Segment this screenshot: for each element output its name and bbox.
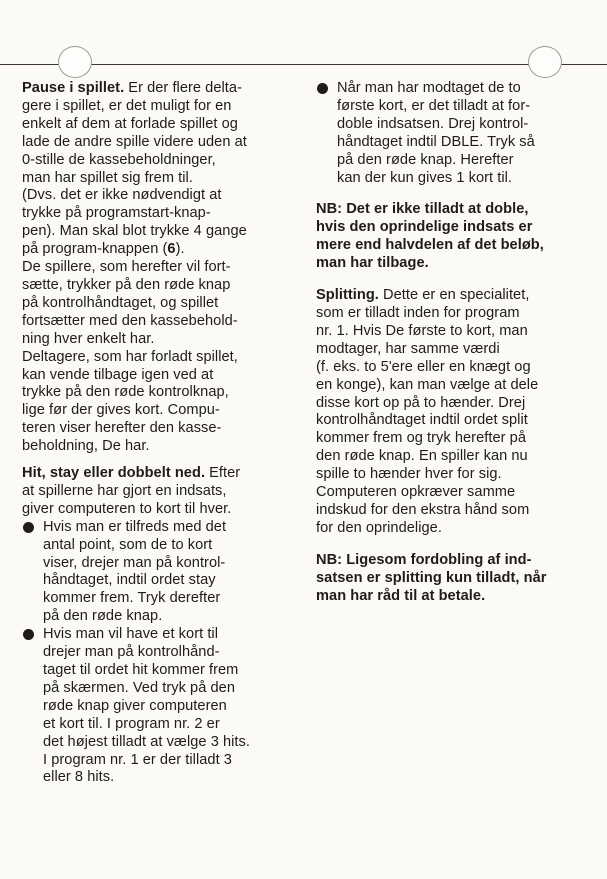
nb-split-note: NB: Ligesom fordobling af ind- satsen er splitting kun tilladt, når man har råd til at betale. xyxy=(316,551,547,604)
list-item xyxy=(316,80,584,187)
list-item xyxy=(22,626,304,787)
right-column xyxy=(316,80,584,605)
bullet-stay-text: Hvis man er tilfreds med det antal point, som de to kort viser, drejer man på kontrol- håndtaget, indtil ordet stay kommer frem. Tryk derefter på den røde knap. xyxy=(43,518,227,625)
bullet-hit-text: Hvis man vil have et kort til drejer man på kontrolhånd- taget til ordet hit kommer frem på skærmen. Ved tryk på den røde knap giver computeren et kort til. I program nr. 2 er det højest tilladt at vælge 3 hits. I program nr. 1 er der tilladt 3 eller 8 hits. xyxy=(43,626,250,786)
nb-double-note: NB: Det er ikke tilladt at doble, hvis den oprindelige indsats er mere end halvdelen af det beløb, man har tilbage. xyxy=(316,201,544,272)
hit-heading: Hit, stay eller dobbelt ned. xyxy=(22,465,206,482)
bullet-dot-icon xyxy=(317,83,328,94)
hit-paragraph xyxy=(22,465,304,519)
splitting-heading: Splitting. xyxy=(316,287,379,304)
bullet-dot-icon xyxy=(23,522,34,533)
hit-intro-text: Efter at spillerne har gjort en indsats, giver computeren to kort til hver. xyxy=(22,465,241,517)
splitting-text: Dette er en specialitet, som er tilladt inden for program nr. 1. Hvis De første to kort, man modtager, har samme værdi (f. eks. to 5'ere eller en knægt og en konge), kan man vælge at dele disse kort op på to hænder. Drej kontrolhåndtaget indtil ordet split kommer frem og tryk herefter på den røde knap. En spiller kan nu spille to hænder hver for sig. Computeren opkræver samme indskud for den ekstra hånd som for den oprindelige. xyxy=(316,287,539,536)
left-column xyxy=(22,80,304,787)
binder-hole-left xyxy=(58,46,92,78)
list-item xyxy=(22,519,304,626)
pause-tail-text: ). De spillere, som herefter vil fort- sætte, trykker på den røde knap på kontrolhåndtaget, og spillet fortsætter med den kassebehold- ning hver enkelt har. Deltagere, som har forladt spillet, kan vende tilbage igen ved at trykke på den røde kontrolknap, lige før der gives kort. Compu- teren viser herefter den kasse- beholdning, De har. xyxy=(22,241,238,455)
splitting-paragraph xyxy=(316,287,584,538)
bullet-double-text: Når man har modtaget de to første kort, er det tilladt at for- doble indsatsen. Drej kontrol- håndtaget indtil DBLE. Tryk så på den røde knap. Herefter kan der kun gives 1 kort til. xyxy=(337,80,535,186)
pause-heading: Pause i spillet. xyxy=(22,80,125,96)
binder-hole-right xyxy=(528,46,562,78)
pause-intro-text: Er der flere delta- gere i spillet, er det muligt for en enkelt af dem at forlade spillet og lade de andre spille videre uden at 0-stille de kassebeholdninger, man har spillet sig frem til. (Dvs. det er ikke nødvendigt at trykke på programstart-knap- pen). Man skal blot trykke 4 gange på program-knappen ( xyxy=(22,80,247,258)
pause-key-number: 6 xyxy=(167,241,176,258)
bullet-dot-icon xyxy=(23,629,34,640)
pause-paragraph xyxy=(22,80,304,456)
